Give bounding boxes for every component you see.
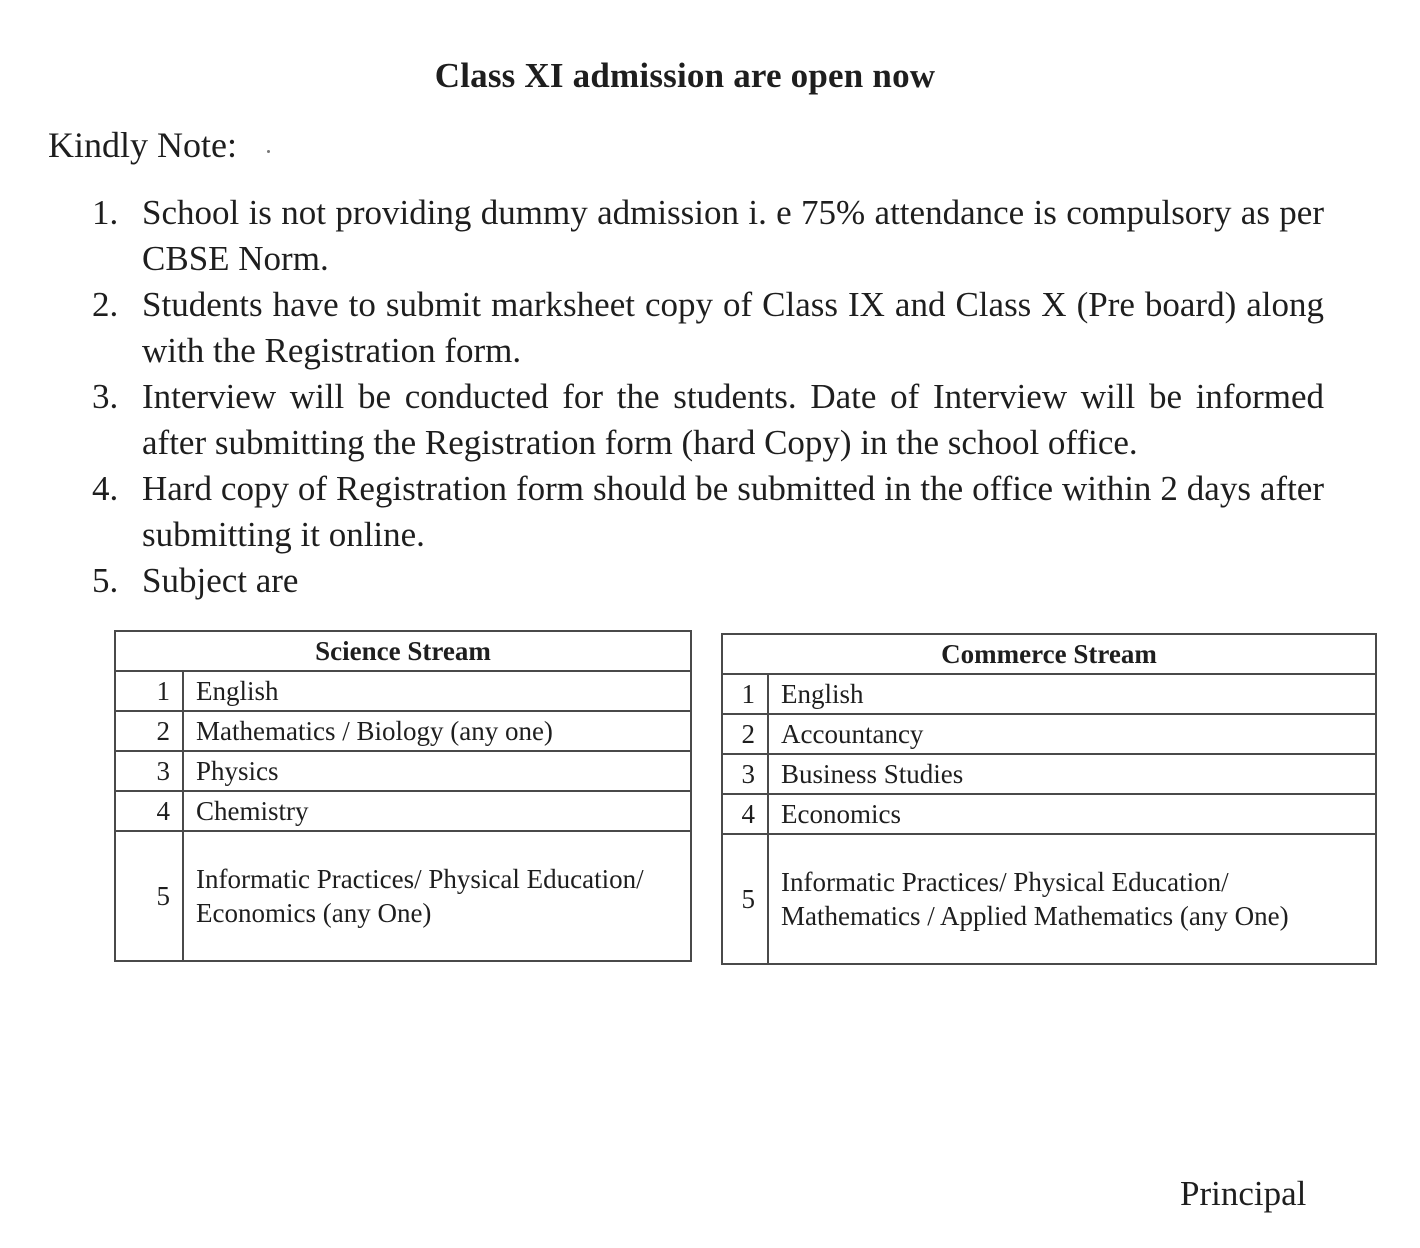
row-number: 1	[115, 671, 183, 711]
note-item	[92, 374, 1324, 466]
note-number: 5.	[92, 561, 119, 600]
note-text: Hard copy of Registration form should be submitted in the office within 2 days after submitting it online.	[142, 469, 1324, 554]
note-item	[92, 190, 1324, 282]
commerce-stream-table	[721, 633, 1377, 965]
notes-list	[92, 190, 1324, 604]
row-number: 4	[115, 791, 183, 831]
subject-cell: Mathematics / Biology (any one)	[183, 711, 691, 751]
commerce-stream-heading: Commerce Stream	[722, 634, 1376, 674]
subject-cell: Informatic Practices/ Physical Education/ Economics (any One)	[183, 831, 691, 961]
table-row	[115, 751, 691, 791]
note-number: 2.	[92, 285, 119, 324]
subject-cell: Economics	[768, 794, 1376, 834]
note-item	[92, 558, 1324, 604]
note-item	[92, 466, 1324, 558]
subject-cell: English	[768, 674, 1376, 714]
row-number: 2	[722, 714, 768, 754]
row-number: 5	[722, 834, 768, 964]
row-number: 3	[722, 754, 768, 794]
note-text: Students have to submit marksheet copy of Class IX and Class X (Pre board) along with the Registration form.	[142, 285, 1324, 370]
row-number: 5	[115, 831, 183, 961]
table-row	[115, 831, 691, 961]
note-number: 1.	[92, 193, 119, 232]
table-row	[722, 834, 1376, 964]
table-row	[115, 791, 691, 831]
note-item	[92, 282, 1324, 374]
table-header-row	[115, 631, 691, 671]
science-stream-table	[114, 630, 692, 962]
row-number: 1	[722, 674, 768, 714]
row-number: 2	[115, 711, 183, 751]
note-text: Subject are	[142, 561, 299, 600]
subject-cell: Chemistry	[183, 791, 691, 831]
subject-cell: English	[183, 671, 691, 711]
row-number: 3	[115, 751, 183, 791]
subject-cell: Informatic Practices/ Physical Education/ Mathematics / Applied Mathematics (any One)	[768, 834, 1376, 964]
signature-principal: Principal	[1180, 1174, 1307, 1213]
scan-speck	[267, 150, 270, 153]
table-row	[722, 794, 1376, 834]
table-row	[722, 674, 1376, 714]
note-heading: Kindly Note:	[48, 125, 237, 165]
subject-cell: Physics	[183, 751, 691, 791]
note-text: Interview will be conducted for the students. Date of Interview will be informed after submitting the Registration form (hard Copy) in the school office.	[142, 377, 1324, 462]
note-text: School is not providing dummy admission i. e 75% attendance is compulsory as per CBSE Norm.	[142, 193, 1324, 278]
table-header-row	[722, 634, 1376, 674]
science-stream-heading: Science Stream	[115, 631, 691, 671]
page-title: Class XI admission are open now	[434, 56, 936, 95]
note-number: 3.	[92, 377, 119, 416]
subject-cell: Business Studies	[768, 754, 1376, 794]
table-row	[115, 711, 691, 751]
table-row	[115, 671, 691, 711]
table-row	[722, 714, 1376, 754]
row-number: 4	[722, 794, 768, 834]
subject-cell: Accountancy	[768, 714, 1376, 754]
table-row	[722, 754, 1376, 794]
note-number: 4.	[92, 469, 119, 508]
